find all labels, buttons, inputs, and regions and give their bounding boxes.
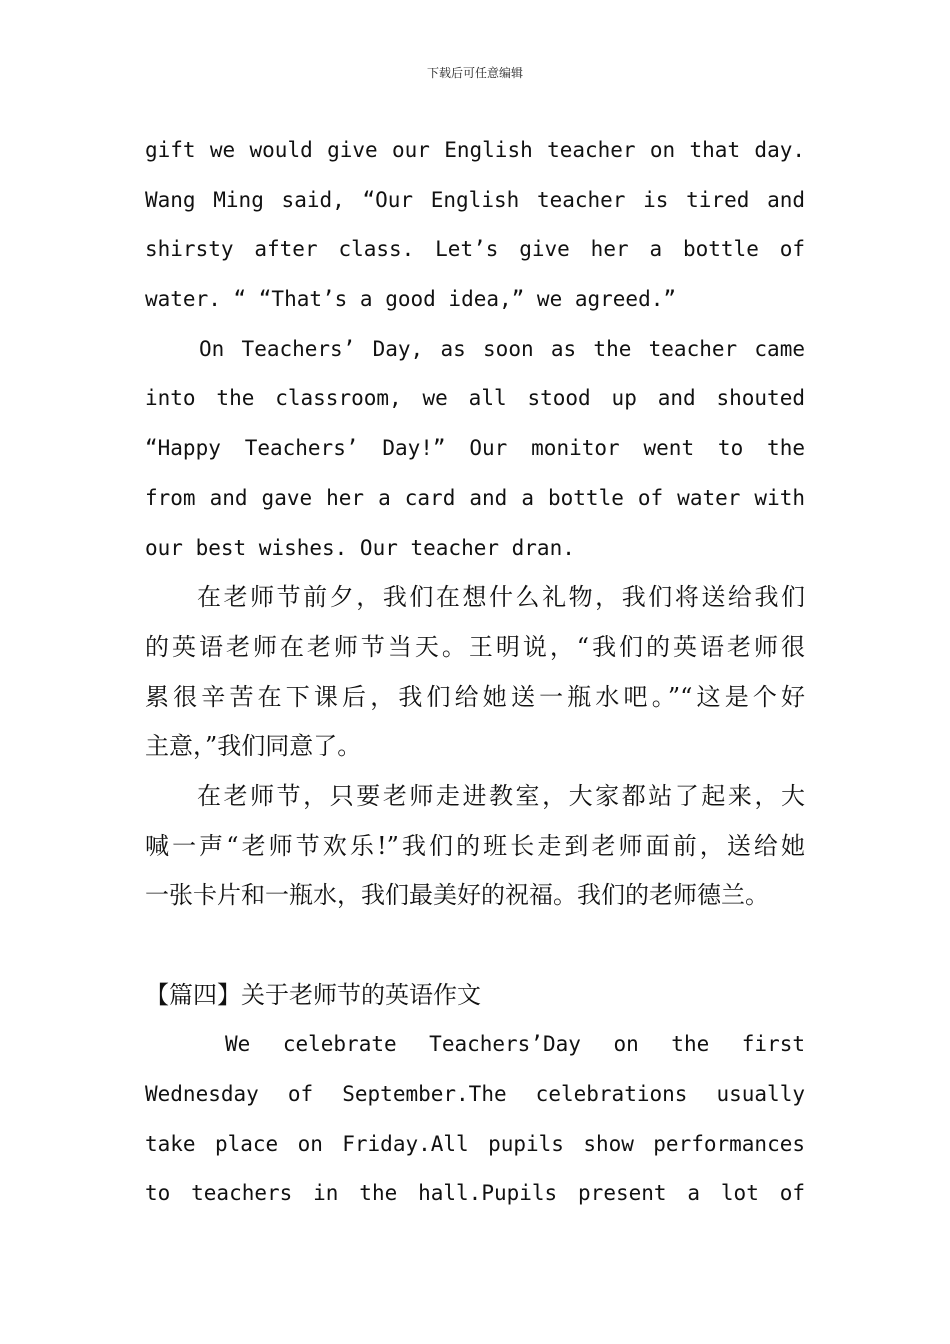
text-line: our best wishes. Our teacher dran. bbox=[145, 535, 575, 560]
text-line: water. “ “That’s a good idea,” we agreed.” bbox=[145, 287, 677, 312]
text-line: shirsty after class. Let’s give her a bottle of bbox=[145, 237, 805, 262]
text-line: “Happy Teachers’ Day!” Our monitor went to the bbox=[145, 436, 805, 461]
document-body bbox=[145, 126, 805, 1219]
paragraph-zh-1 bbox=[145, 573, 805, 772]
text-line: 一张卡片和一瓶水，我们最美好的祝福。我们的老师德兰。 bbox=[145, 881, 769, 910]
text-line: gift we would give our English teacher on that day. bbox=[145, 138, 805, 162]
text-line: to teachers in the hall.Pupils present a lot of bbox=[145, 1181, 805, 1206]
text-line: from and gave her a card and a bottle of water with bbox=[145, 485, 805, 510]
paragraph-zh-2 bbox=[145, 772, 805, 921]
text-line: into the classroom, we all stood up and shouted bbox=[145, 386, 805, 411]
text-line: 主意，”我们同意了。 bbox=[145, 732, 362, 761]
page-header: 下载后可任意编辑 bbox=[426, 66, 523, 80]
paragraph-gap bbox=[145, 921, 805, 971]
paragraph-en-3 bbox=[145, 1020, 805, 1219]
text-line: 喊一声“老师节欢乐!”我们的班长走到老师面前，送给她 bbox=[145, 831, 805, 860]
text-line: 的英语老师在老师节当天。王明说，“我们的英语老师很 bbox=[145, 632, 805, 661]
text-line: 在老师节，只要老师走进教室，大家都站了起来，大 bbox=[197, 781, 805, 810]
text-line: 累很辛苦在下课后，我们给她送一瓶水吧。”“这是个好 bbox=[145, 682, 805, 711]
text-line: take place on Friday.All pupils show performances bbox=[145, 1131, 805, 1156]
text-line: 在老师节前夕，我们在想什么礼物，我们将送给我们 bbox=[197, 583, 805, 612]
paragraph-en-1 bbox=[145, 126, 805, 325]
section-heading: 【篇四】关于老师节的英语作文 bbox=[145, 980, 481, 1009]
paragraph-en-2 bbox=[145, 325, 805, 573]
text-line: On Teachers’ Day, as soon as the teacher came bbox=[199, 336, 805, 361]
text-line: Wang Ming said, “Our English teacher is tired and bbox=[145, 187, 805, 212]
text-line: We celebrate Teachers’Day on the first bbox=[225, 1032, 805, 1057]
text-line: Wednesday of September.The celebrations usually bbox=[145, 1082, 805, 1107]
